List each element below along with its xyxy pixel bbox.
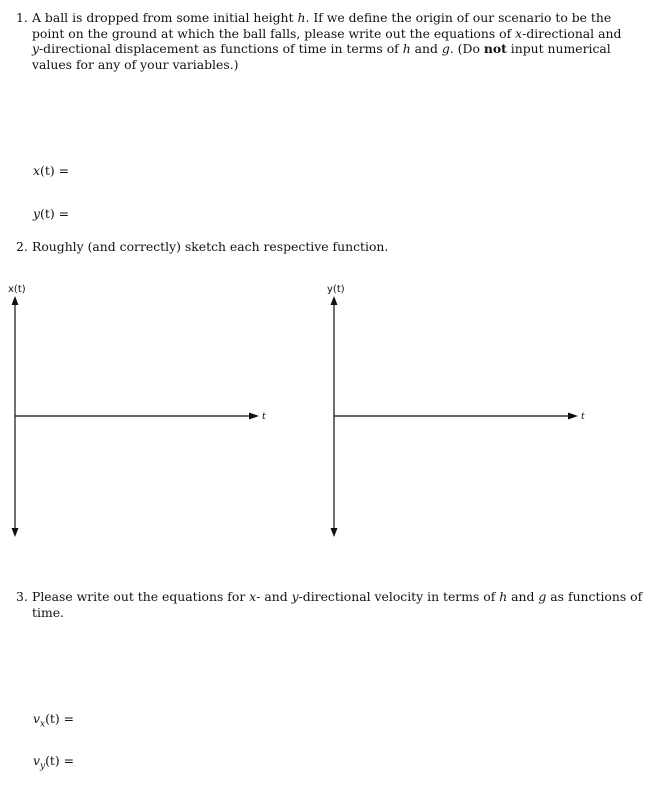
graph-y-of-t (327, 284, 585, 537)
eq-vy-lhs: v (33, 753, 40, 768)
q1-text-c: -directional and (522, 25, 622, 41)
eq-vy-sub: y (40, 761, 46, 772)
q1-var-x: x (515, 25, 523, 41)
eq-vy-arg: (t) = (45, 753, 75, 768)
equation-vx-of-t (33, 711, 74, 732)
q1-text-d: -directional displacement as functions of time in terms of (39, 41, 403, 57)
question-3-text (32, 589, 656, 620)
left-t-label: t (262, 411, 266, 422)
right-down-arrow (331, 528, 338, 537)
right-up-arrow (331, 296, 338, 305)
q3-text-b: - and (256, 589, 292, 604)
graph-right-label: y(t) (327, 284, 345, 295)
question-2-number: 2. (16, 239, 28, 254)
q3-text-e: as functions of time. (32, 589, 643, 620)
q3-var-x: x (249, 589, 257, 604)
q3-var-h: h (499, 589, 508, 604)
eq-x-lhs: x (33, 163, 40, 178)
eq-y-lhs: y (33, 206, 40, 221)
q1-text-a: A ball is dropped from some initial height (32, 10, 298, 25)
question-3-number: 3. (16, 589, 28, 604)
q1-text-b: . If we define the origin of our scenario to be the point on the ground at which the ball falls, please write out the equations of (32, 10, 612, 41)
q1-text-f: . (Do (449, 41, 484, 57)
q1-bold-not: not (483, 41, 507, 57)
q1-text-e: and (410, 41, 442, 57)
q3-var-y: y (291, 589, 299, 604)
right-right-arrow (568, 413, 578, 420)
question-1-number: 1. (16, 10, 28, 25)
q1-text-g: input numerical values for any of your variables.) (32, 41, 611, 72)
q1-var-y: y (32, 41, 39, 57)
left-down-arrow (12, 528, 19, 537)
left-right-arrow (249, 413, 259, 420)
equation-y-of-t (33, 206, 69, 222)
eq-vx-arg: (t) = (45, 711, 75, 726)
question-1-text (32, 10, 628, 72)
eq-y-arg: (t) = (40, 206, 69, 221)
equation-vy-of-t (33, 753, 74, 774)
question-2-text: Roughly (and correctly) sketch each respective function. (32, 239, 389, 254)
q1-var-g: g (441, 41, 450, 57)
left-up-arrow (12, 296, 19, 305)
q1-var-h: h (297, 10, 306, 25)
eq-vx-sub: x (40, 719, 46, 730)
q3-text-c: -directional velocity in terms of (298, 589, 500, 604)
question-3 (16, 589, 656, 620)
q1-var-h2: h (402, 41, 411, 57)
graph-left-label: x(t) (8, 284, 26, 295)
question-1 (16, 10, 628, 72)
eq-x-arg: (t) = (40, 163, 69, 178)
graph-x-of-t (8, 284, 266, 537)
right-t-label: t (581, 411, 585, 422)
sketch-axes (0, 270, 668, 545)
q3-text-d: and (507, 589, 539, 604)
eq-vx-lhs: v (33, 711, 40, 726)
question-2 (16, 239, 628, 255)
q3-var-g: g (538, 589, 547, 604)
q3-text-a: Please write out the equations for (32, 589, 250, 604)
equation-x-of-t (33, 163, 69, 179)
